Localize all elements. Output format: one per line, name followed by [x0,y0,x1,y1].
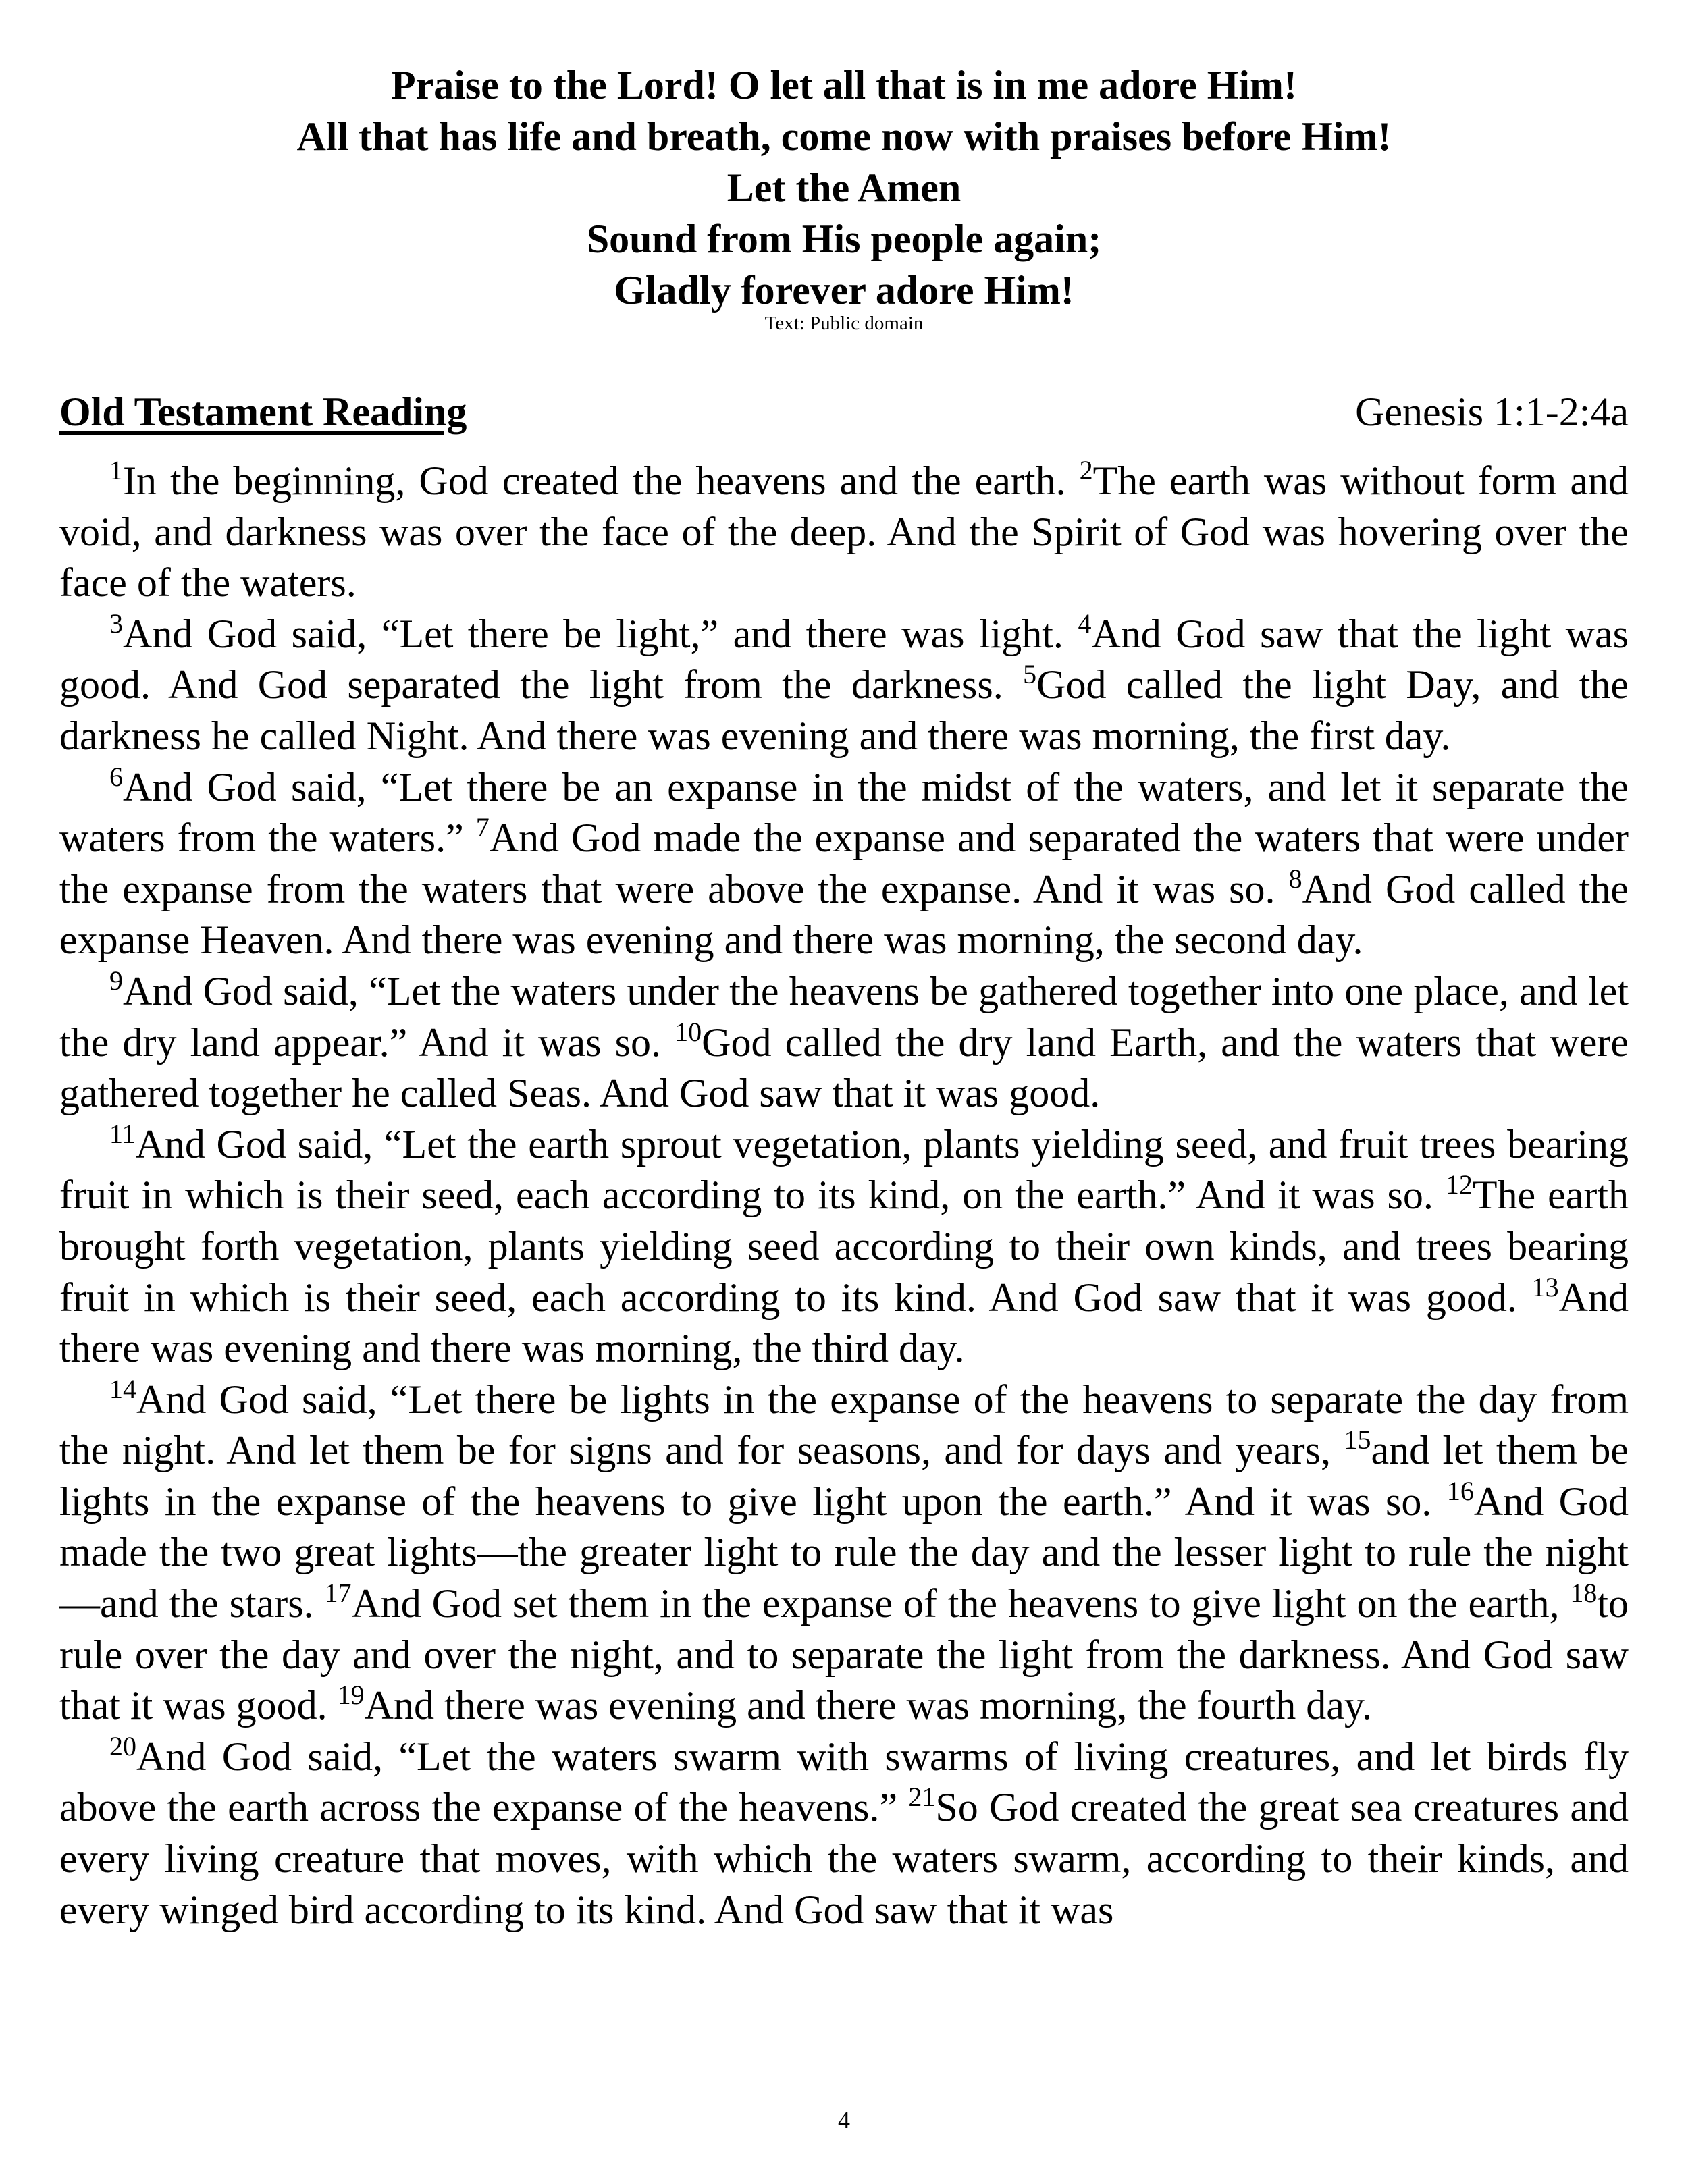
verse-number: 19 [337,1680,365,1711]
verse-text: The earth brought forth vegetation, plants yielding seed according to their own kinds, and trees bearing fruit in which is their seed, each according to its kind. And God saw that it was good. [59,1173,1629,1320]
hymn-line: Let the Amen [727,165,961,210]
verse-text: And God said, “Let the waters under the heavens be gathered together into one place, and let the dry land appear.” And it was so. [59,968,1629,1065]
verse-text: And God said, “Let the earth sprout vegetation, plants yielding seed, and fruit trees bearing fruit in which is their seed, each according to its kind, on the earth.” And it was so. [59,1121,1629,1218]
verse-number: 12 [1445,1169,1473,1200]
verse-text: And God said, “Let there be an expanse in the midst of the waters, and let it separate the waters from the waters.” [59,764,1629,861]
verse-number: 10 [675,1016,702,1047]
scripture-paragraph [59,1375,1629,1732]
scripture-paragraph [59,966,1629,1119]
scripture-paragraph [59,456,1629,609]
verse-text: The earth was without form and void, and darkness was over the face of the deep. And the Spirit of God was hovering over the face of the waters. [59,458,1629,606]
hymn-stanza [0,59,1688,316]
hymn-credit: Text: Public domain [764,313,924,334]
verse-number: 14 [109,1373,136,1404]
verse-number: 20 [109,1730,136,1761]
page-number: 4 [838,2106,850,2133]
hymn-line: Gladly forever adore Him! [614,268,1074,313]
verse-number: 16 [1446,1475,1474,1506]
verse-text: So God created the great sea creatures and every living creature that moves, with which the waters swarm, according to their kinds, and every winged bird according to its kind. And God saw that it was [59,1785,1629,1932]
verse-number: 6 [109,761,123,792]
verse-number: 21 [908,1782,936,1813]
verse-text: to rule over the day and over the night, and to separate the light from the darkness. And God saw that it was good. [59,1581,1629,1728]
reading-body [59,456,1629,1936]
reading-reference: Genesis 1:1-2:4a [1355,390,1629,434]
verse-number: 18 [1570,1578,1598,1609]
verse-text: and let them be lights in the expanse of the heavens to give light upon the earth.” And it was so. [59,1428,1629,1524]
verse-text: God called the dry land Earth, and the waters that were gathered together he called Seas. And God saw that it was good. [59,1019,1629,1116]
verse-text: And God said, “Let there be lights in the expanse of the heavens to separate the day from the night. And let them be for signs and for seasons, and for days and years, [59,1377,1629,1473]
scripture-paragraph [59,1732,1629,1936]
verse-number: 1 [109,455,123,485]
verse-number: 3 [109,608,123,639]
verse-text: And there was evening and there was morning, the third day. [59,1275,1629,1371]
verse-text: And God saw that the light was good. And God separated the light from the darkness. [59,611,1629,708]
verse-number: 11 [109,1118,136,1149]
verse-text: And God called the expanse Heaven. And there was evening and there was morning, the second day. [59,866,1629,963]
hymn-line: Praise to the Lord! O let all that is in me adore Him! [390,63,1298,107]
reading-title: Old Testament Reading [59,390,467,434]
scripture-paragraph [59,762,1629,966]
verse-number: 15 [1344,1424,1371,1456]
verse-number: 13 [1531,1271,1559,1302]
scripture-paragraph [59,1119,1629,1375]
hymn-line: All that has life and breath, come now with praises before Him! [296,114,1392,159]
verse-text: And God set them in the expanse of the heavens to give light on the earth, [351,1581,1571,1626]
hymn-line: Sound from His people again; [586,217,1102,261]
verse-text: God called the light Day, and the darkness he called Night. And there was evening and there was morning, the first day. [59,662,1629,758]
verse-number: 5 [1023,659,1037,690]
verse-text: And God said, “Let there be light,” and there was light. [123,611,1078,656]
verse-number: 7 [475,812,490,843]
verse-number: 9 [109,965,123,996]
scripture-paragraph [59,609,1629,762]
verse-text: And God made the two great lights—the greater light to rule the day and the lesser light to rule the night—and the stars. [59,1479,1629,1626]
verse-number: 4 [1078,608,1092,639]
verse-text: And God said, “Let the waters swarm with swarms of living creatures, and let birds fly above the earth across the expanse of the heavens.” [59,1734,1629,1830]
verse-text: And there was evening and there was morning, the fourth day. [364,1683,1372,1728]
reading-header [59,386,1629,437]
verse-text: And God made the expanse and separated the waters that were under the expanse from the waters that were above the expanse. And it was so. [59,816,1629,911]
verse-text: In the beginning, God created the heavens and the earth. [123,458,1080,503]
verse-number: 2 [1079,455,1093,485]
verse-number: 8 [1288,863,1302,894]
verse-number: 17 [324,1578,352,1609]
